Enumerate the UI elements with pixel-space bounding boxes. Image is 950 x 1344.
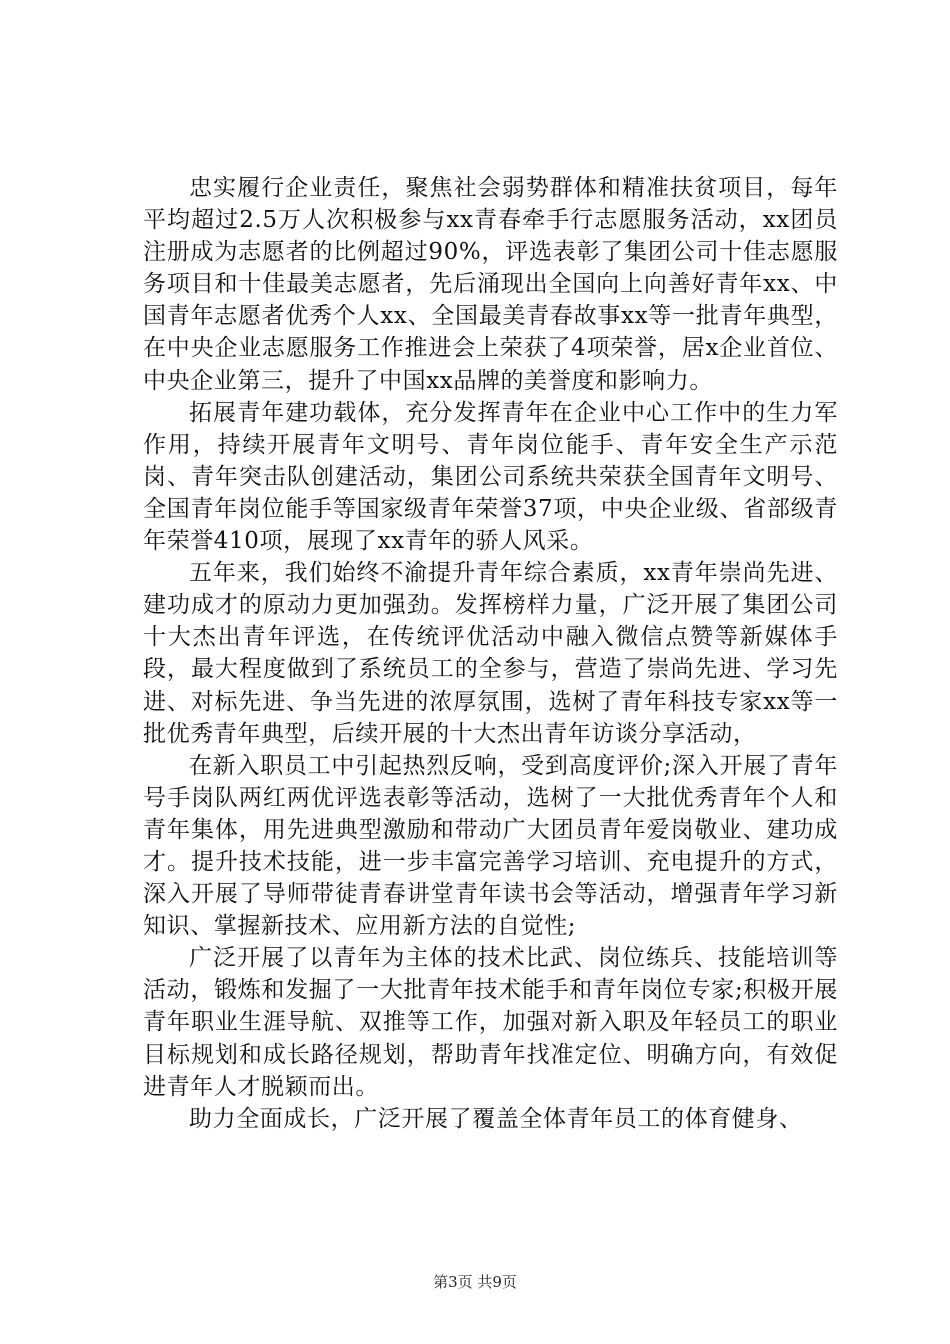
document-body: [143, 172, 838, 1135]
paragraph-new-employees: 在新入职员工中引起热烈反响，受到高度评价;深入开展了青年号手岗队两红两优评选表彰等活动，选树了一大批优秀青年个人和青年集体，用先进典型激励和带动广大团员青年爱岗敬业、建功成才。提升技术技能，进一步丰富完善学习培训、充电提升的方式，深入开展了导师带徒青春讲堂青年读书会等活动，增强青年学习新知识、掌握新技术、应用新方法的自觉性;: [143, 752, 838, 940]
paragraph-five-years: 五年来，我们始终不渝提升青年综合素质，xx青年崇尚先进、建功成才的原动力更加强劲。发挥榜样力量，广泛开展了集团公司十大杰出青年评选，在传统评优活动中融入微信点赞等新媒体手段，最大程度做到了系统员工的全参与，营造了崇尚先进、学习先进、对标先进、争当先进的浓厚氛围，选树了青年科技专家xx等一批优秀青年典型，后续开展的十大杰出青年访谈分享活动，: [143, 560, 838, 747]
paragraph-skill-training: 广泛开展了以青年为主体的技术比武、岗位练兵、技能培训等活动，锻炼和发掘了一大批青年技术能手和青年岗位专家;积极开展青年职业生涯导航、双推等工作，加强对新入职及年轻员工的职业目标规划和成长路径规划，帮助青年找准定位、明确方向，有效促进青年人才脱颖而出。: [143, 945, 838, 1100]
paragraph-full-growth: 助力全面成长，广泛开展了覆盖全体青年员工的体育健身、: [189, 1105, 803, 1132]
paragraph-youth-achievement: 拓展青年建功载体，充分发挥青年在企业中心工作中的生力军作用，持续开展青年文明号、青年岗位能手、青年安全生产示范岗、青年突击队创建活动，集团公司系统共荣获全国青年文明号、全国青年岗位能手等国家级青年荣誉37项，中央企业级、省部级青年荣誉410项，展现了xx青年的骄人风采。: [143, 399, 838, 555]
page-number-footer: 第3页 共9页: [433, 1273, 517, 1291]
paragraph-volunteer-service: 忠实履行企业责任，聚焦社会弱势群体和精准扶贫项目，每年平均超过2.5万人次积极参与xx青春牵手行志愿服务活动，xx团员注册成为志愿者的比例超过90%，评选表彰了集团公司十佳志愿服务项目和十佳最美志愿者，先后涌现出全国向上向善好青年xx、中国青年志愿者优秀个人xx、全国最美青春故事xx等一批青年典型，在中央企业志愿服务工作推进会上荣获了4项荣誉，居x企业首位、中央企业第三，提升了中国xx品牌的美誉度和影响力。: [143, 175, 838, 394]
